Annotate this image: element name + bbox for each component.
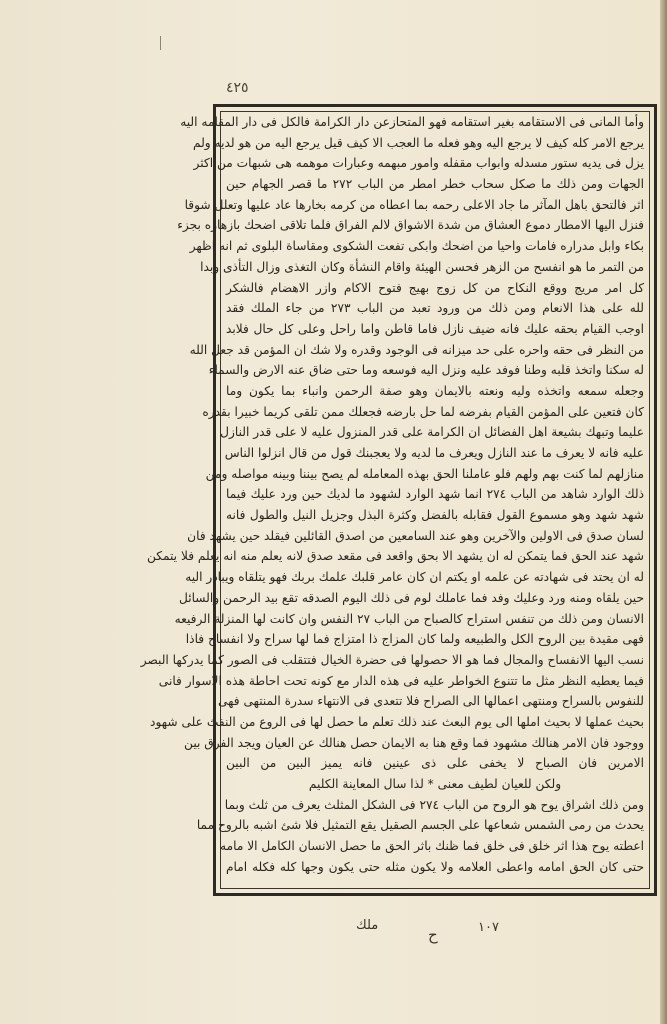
text-line: ذلك الوارد شاهد من الباب ٢٧٤ انما شهد الوارد لشهود ما لديك حين ورد عليك فيما: [226, 487, 644, 502]
text-line: اثر فالتحق باهل المآثر ما جاد الاعلى رحمه بما اعطاه من كرمه بخارها عاد عليها وتعلل شوقا: [184, 197, 644, 212]
text-line: يحدث من رمى الشمس شعاعها على الجسم الصقيل يقع التمثيل فلا شئ اشبه بالروح مما: [196, 818, 644, 833]
text-line: بكاء وابل مدراره فامات واحيا من اضحك وابكى تفعت الشكوى ومقاساة البلوى ثم انه اظهر: [189, 239, 644, 254]
page-edge: [660, 0, 667, 1024]
text-line: يزل فى يديه ستور مسدله وابواب مقفله وامور مبهمه وعبارات موهمه هى شبهات من اكثر: [193, 156, 644, 171]
text-line: له سكنا واتخذ قلبه وطنا فوفد عليه ونزل اليه فوسعه وما حتى ضاق عنه الارض والسماء: [208, 363, 644, 378]
text-line: لله على هذا الانعام ومن ذلك من ورود تعبد من الباب ٢٧٣ من جاء الملك فقد: [226, 301, 644, 316]
text-line: كل امر مريج ووقع النكاح من كل زوج بهيج فتوح الاكام وازر الاهضام فالشكر: [226, 280, 644, 295]
text-line: فيما يعطيه النظر مثل ما تتنوع الخواطر عليه فى هذه الدار مع كونه تحت احاطة هذه الاسوار فانى: [158, 673, 644, 688]
text-line: عليما وتبهك بشيعة اهل الفضائل ان الكرامة على قدر المنزول عليه لا على قدر النازل: [220, 425, 644, 440]
footer-signature: ملك: [356, 918, 379, 933]
text-frame: [140, 104, 657, 896]
text-line: للنفوس بالسراح ومنتهى اعمالها الى الصراح فلا تتعدى فى الانتهاء سدرة المنتهى فهى: [217, 694, 644, 709]
text-line: بحيث عملها لا بحيث املها الى يوم البعث عند ذلك تعلم ما حصل لها فى الروع من النفث على شهود: [150, 714, 644, 729]
text-line: من النظر فى حقه واحره على حد ميزانه فى الوجود وقدره ولا شك ان المؤمن قد جعل الله: [189, 342, 644, 357]
text-line: حتى كان الحق امامه واعطى العلامه ولا يكون مثله حتى يكون وجها كله فكله امام: [226, 859, 644, 874]
body-text: [140, 112, 644, 877]
text-line: وأما المانى فى الاستقامه بغير استقامه فهو المتحازعن دار الكرامة فالكل فى دار المقامه اليه: [180, 115, 644, 129]
text-line: ووجود فان الامر هنالك مشهود فما وقع هنا به الايمان حصل هنالك عن العيان ويجد الفرق بين: [184, 735, 644, 750]
text-line: اعطته يوح هذا اثر خلق فى خلق فما ظنك باثر الحق ما حصل الانسان الكامل الا مامه: [220, 839, 644, 854]
text-line: له ان يحتد فى شهادته عن علمه او يكتم ان كان عامر قلبك علمك بربك فهو يتلقاه ويبادر اليه: [185, 570, 644, 585]
footer-sheet-number: ١٠٧: [478, 920, 499, 935]
text-line: يرجع الامر كله كيف لا يرجع اليه وهو فعله ما العجب الا كيف قيل يرجع اليه من هو لديه ولم: [192, 135, 644, 150]
text-line: شهد عند الحق فما يتمكن له ان يشهد الا بحق واقعد فى مقعد صدق لانه يعلم منه انه يعلم فلا يتمكن: [146, 549, 644, 564]
text-line: وجعله سمعه واتخذه وليه ونعته بالايمان وهو صفة الرحمن وانباء بما يكون وما: [226, 383, 644, 398]
text-line: شهد شهد وهو مسموع القول فقابله بالفضل وكثرة البذل وجزيل النيل والطول فانه: [226, 508, 644, 523]
text-line: اوجب القيام بحقه عليك فانه ضيف نازل فاما قاطن واما راحل وعلى كل حال فلابد: [226, 321, 644, 336]
pencil-mark: [160, 36, 161, 50]
text-line: فهى مقيدة بين الروح الكل والطبيعه ولما كان المزاج ذا امتزاج فما لها سراح ولا انفساح فاذا: [185, 632, 644, 647]
text-line: كان فتعين على المؤمن القيام بفرضه لما حل بارضه فجعلك ممن تلقى كريما خبيرا بقدره: [202, 404, 644, 419]
text-line: الانسان ومن ذلك من تنفس استراح كالصباح من الباب ٢٧ النفس وان كانت لها المنزلة الرفيعه: [174, 611, 644, 626]
text-line: عليه فانه لا يعرف ما عند النازل ويعرف ما لديه ولا يعجبنك قول من قال انزلوا الناس: [224, 446, 644, 460]
text-line: الامرين فان الصباح لا يخفى على ذى عينين فانه يميز البين من البين: [226, 756, 644, 771]
page-number: ٤٢٥: [226, 80, 249, 96]
text-line: الجهات ومن ذلك ما صكل سحاب خطر امطر من الباب ٢٧٢ ما قصر الجهام حين: [226, 177, 644, 192]
text-line: لسان صدق فى الاولين والآخرين وهو عند السامعين من اصدق القائلين فيقلد حين يشهد فان: [187, 528, 644, 543]
text-line: ومن ذلك اشراق يوح هو الروح من الباب ٢٧٤ فى الشكل المثلث يعرف من ثلث وبما: [224, 797, 644, 812]
text-line: فنزل اليها الامطار دموع العشاق من شدة الاشواق لالم الفراق فلما تلاقى اضحك بازهاره بجزء: [177, 218, 644, 233]
text-line: نسب اليها الانفساح والمجال فما هو الا حصولها فى حضرة الخيال فتتقلب فى الصور كما يدركها البصر: [140, 652, 644, 667]
text-line: من التمر ما هو انفسح من الزهر فحسن الهيئة واقام النشأة وكان التغذى وزال التأذى وبدا: [200, 259, 644, 274]
text-line: حين يلقاه ومنه ورد وعليك وفد فما عاملك لوم فى ذلك اليوم الصدقه تقع بيد الرحمن والسائل: [178, 590, 644, 605]
verse-line: ولكن للعيان لطيف معنى * لذا سال المعاينة الكليم: [308, 777, 562, 791]
footer-letter: ح: [428, 926, 438, 944]
text-line: منازلهم لما كنت بهم ولهم فلو عاملنا الحق بهذه المعامله لم يصح بيننا وبينه مواصله ومن: [205, 466, 644, 481]
